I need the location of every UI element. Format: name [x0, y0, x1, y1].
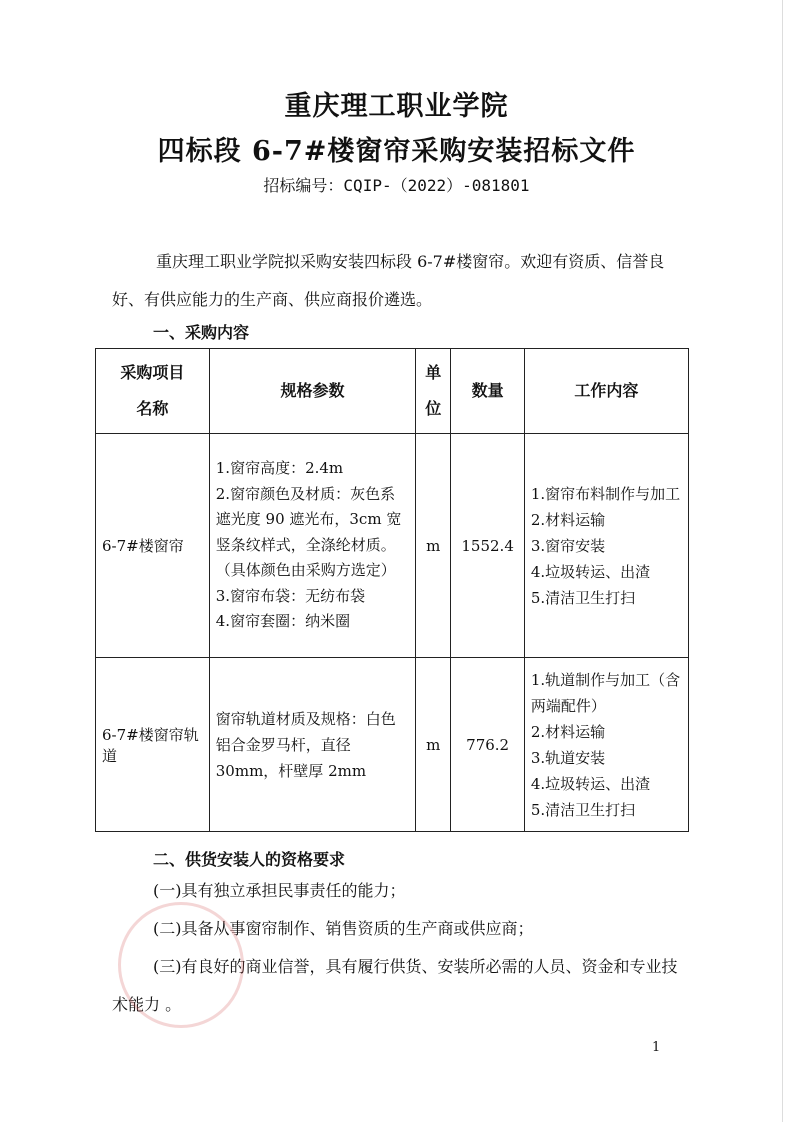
cell-item-name: 6-7#楼窗帘轨道: [96, 658, 210, 832]
cell-quantity: 1552.4: [451, 434, 524, 658]
requirement-item-3: (三)有良好的商业信誉，具有履行供货、安装所必需的人员、资金和专业技术能力 。: [112, 957, 678, 1014]
scan-edge-line: [782, 0, 783, 1122]
cell-unit: m: [416, 658, 451, 832]
requirement-item-1: (一)具有独立承担民事责任的能力；: [153, 881, 406, 900]
section-qualification-title: 二、供货安装人的资格要求: [153, 850, 346, 869]
bid-number: 招标编号：CQIP-（2022）-081801: [263, 176, 530, 195]
procurement-table: [95, 348, 689, 832]
cell-specs: 1.窗帘高度：2.4m 2.窗帘颜色及材质：灰色系遮光度 90 遮光布，3cm 宽竖条纹样式，全涤纶材质。（具体颜色由采购方选定） 3.窗帘布袋：无纺布袋 4.窗帘套圈：纳米圈: [209, 434, 415, 658]
header-unit: 单 位: [416, 349, 451, 434]
requirement-item-2: (二)具备从事窗帘制作、销售资质的生产商或供应商；: [153, 919, 534, 938]
section-procurement-content-title: 一、采购内容: [153, 323, 250, 342]
cell-item-name: 6-7#楼窗帘: [96, 434, 210, 658]
cell-quantity: 776.2: [451, 658, 524, 832]
cell-specs: 窗帘轨道材质及规格：白色铝合金罗马杆，直径 30mm，杆壁厚 2mm: [209, 658, 415, 832]
header-quantity: 数量: [451, 349, 524, 434]
cell-unit: m: [416, 434, 451, 658]
document-title-line1: 重庆理工职业学院: [284, 91, 509, 122]
header-spec: 规格参数: [209, 349, 415, 434]
header-item-name: 采购项目 名称: [96, 349, 210, 434]
cell-work-content: 1.窗帘布料制作与加工 2.材料运输 3.窗帘安装 4.垃圾转运、出渣 5.清洁卫生打扫: [524, 434, 688, 658]
header-work-content: 工作内容: [524, 349, 688, 434]
table-row: [96, 658, 689, 832]
intro-paragraph: 重庆理工职业学院拟采购安装四标段 6-7#楼窗帘。欢迎有资质、信誉良好、有供应能力的生产商、供应商报价遴选。: [112, 252, 665, 309]
cell-work-content: 1.轨道制作与加工（含两端配件） 2.材料运输 3.轨道安装 4.垃圾转运、出渣 5.清洁卫生打扫: [524, 658, 688, 832]
page-number: 1: [652, 1040, 661, 1055]
table-row: [96, 434, 689, 658]
faded-seal-stamp: [118, 902, 244, 1028]
document-title-line2: 四标段 6-7#楼窗帘采购安装招标文件: [157, 136, 636, 167]
table-header-row: [96, 349, 689, 434]
